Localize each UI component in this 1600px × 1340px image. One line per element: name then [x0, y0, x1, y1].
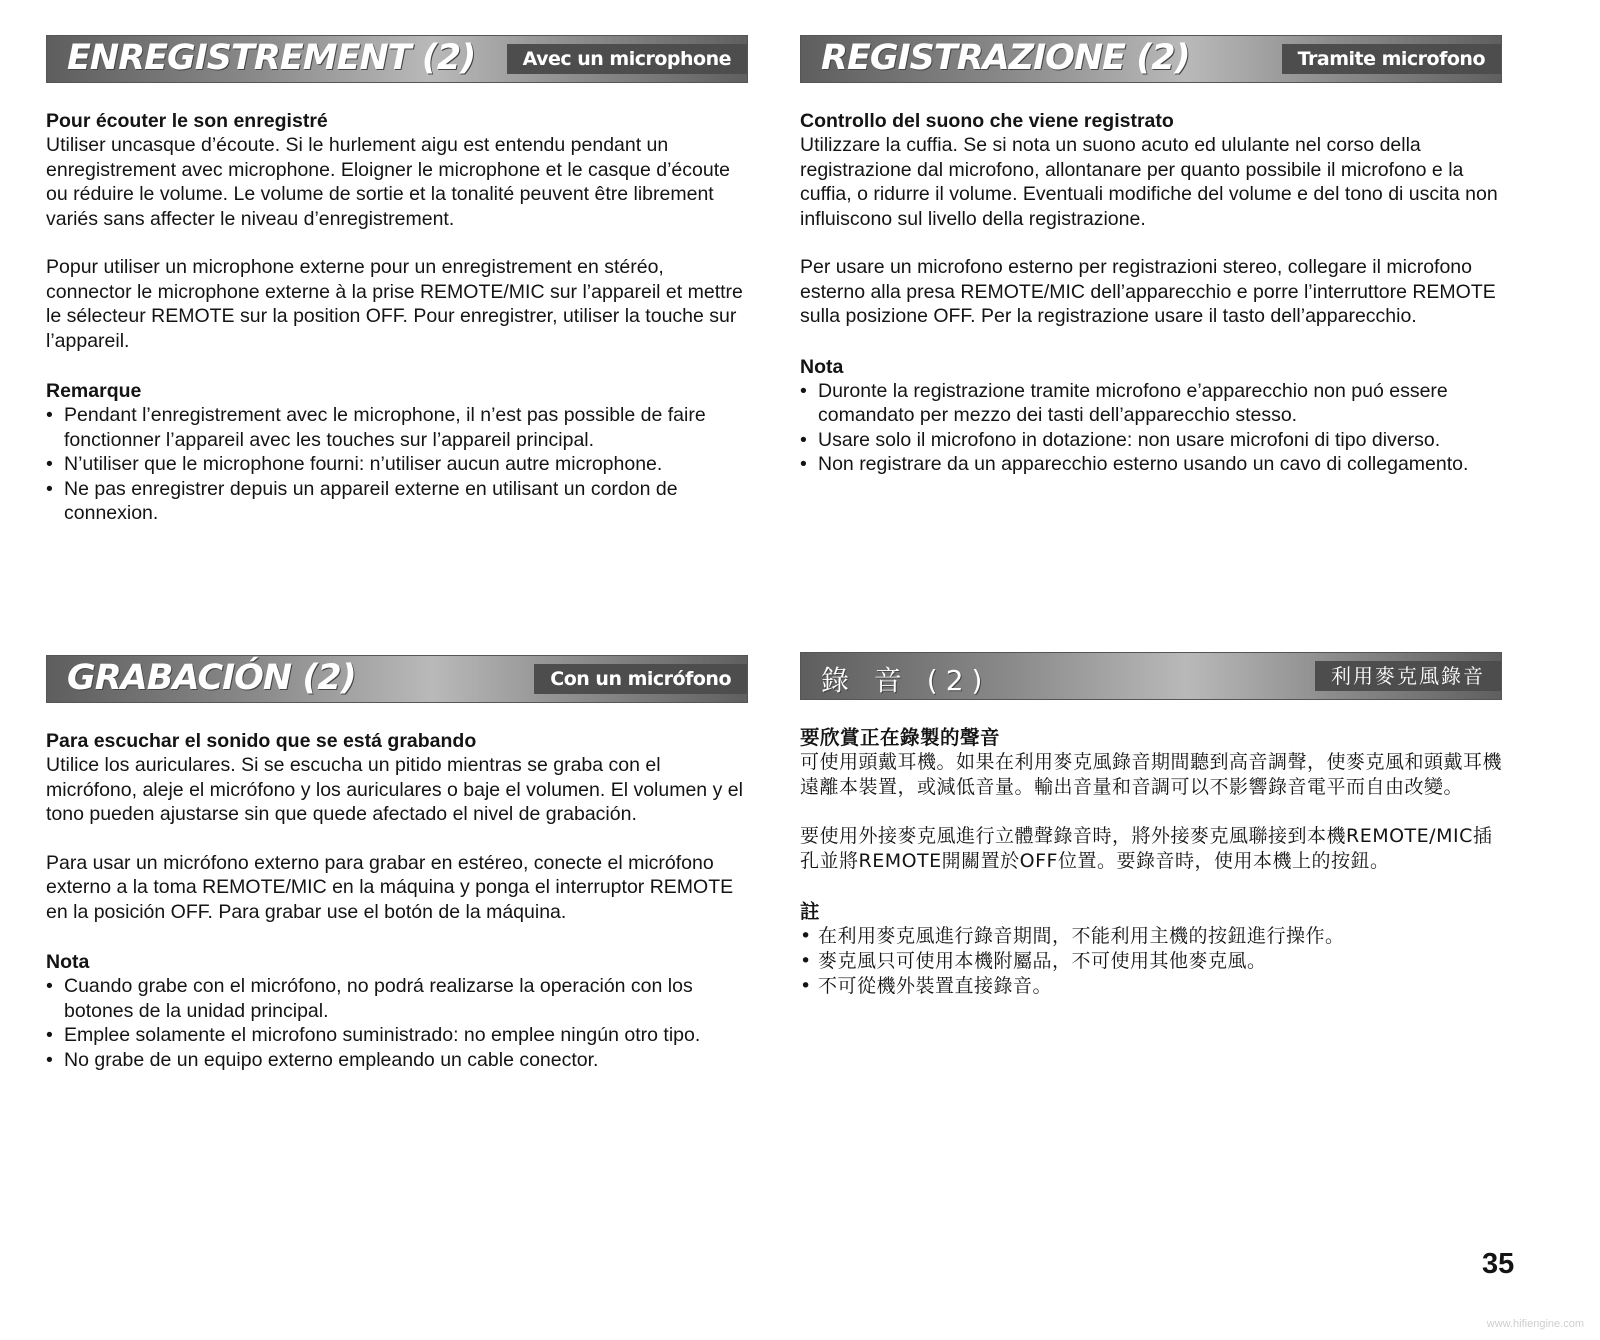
section-subtitle: 利用麥克風錄音	[1315, 661, 1501, 691]
section-heading: Para escuchar el sonido que se está grabando	[46, 730, 477, 752]
section-heading: Controllo del suono che viene registrato	[800, 110, 1174, 132]
paragraph: 可使用頭戴耳機。如果在利用麥克風錄音期間聽到高音調聲，使麥克風和頭戴耳機遠離本裝置，或減低音量。輸出音量和音調可以不影響錄音電平而自由改變。	[800, 751, 1503, 798]
page-number: 35	[1482, 1248, 1515, 1280]
note-heading: Nota	[800, 355, 844, 378]
section-banner	[800, 652, 1502, 700]
section-chinese	[800, 652, 1502, 999]
section-banner	[46, 655, 748, 703]
section-subtitle: Avec un microphone	[507, 44, 747, 74]
note-list	[800, 379, 1502, 477]
note-item: • Cuando grabe con el micrófono, no podrá realizarse la operación con los botones de la unidad principal.	[46, 974, 748, 1023]
note-item: • Emplee solamente el microfono suministrado: no emplee ningún otro tipo.	[46, 1023, 748, 1048]
section-french	[46, 35, 748, 526]
paragraph: Per usare un microfono esterno per registrazioni stereo, collegare il microfono esterno alla presa REMOTE/MIC dell’apparecchio e porre l’interruttore REMOTE sulla posizione OFF. Per la registrazione usare il tasto dell’apparecchio.	[800, 256, 1496, 327]
note-heading: Remarque	[46, 380, 142, 402]
section-subtitle: Con un micrófono	[534, 664, 747, 694]
paragraph: 要使用外接麥克風進行立體聲錄音時，將外接麥克風聯接到本機REMOTE/MIC插孔並將REMOTE開關置於OFF位置。要錄音時，使用本機上的按鈕。	[800, 825, 1493, 872]
note-item: • Pendant l’enregistrement avec le microphone, il n’est pas possible de faire fonctionner l’appareil avec les touches sur l’appareil principal.	[46, 403, 748, 452]
paragraph: Utiliser uncasque d’écoute. Si le hurlement aigu est entendu pendant un enregistrement avec microphone. Eloigner le microphone et le casque d’écoute ou réduire le volume. Le volume de sortie et la tonalité peuvent être librement variés sans affecter le niveau d’enregistrement.	[46, 134, 730, 230]
note-item: • Usare solo il microfono in dotazione: non usare microfoni di tipo diverso.	[800, 428, 1502, 453]
paragraph: Para usar un micrófono externo para grabar en estéreo, conecte el micrófono externo a la toma REMOTE/MIC en la máquina y ponga el interruptor REMOTE en la posición OFF. Para grabar use el botón de la máquina.	[46, 851, 734, 923]
note-item: • 不可從機外裝置直接錄音。	[800, 974, 1502, 999]
watermark: www.hifiengine.com	[1486, 1318, 1584, 1330]
note-item: • N’utiliser que le microphone fourni: n’utiliser aucun autre microphone.	[46, 452, 748, 477]
section-banner	[800, 35, 1502, 83]
note-list	[800, 924, 1502, 999]
note-item: • No grabe de un equipo externo empleando un cable conector.	[46, 1048, 748, 1073]
note-item: • Duronte la registrazione tramite microfono e’apparecchio non puó essere comandato per mezzo dei tasti dell’apparecchio stesso.	[800, 379, 1502, 428]
section-italian	[800, 35, 1502, 477]
section-spanish	[46, 655, 748, 1072]
note-heading: 註	[800, 900, 821, 923]
paragraph: Popur utiliser un microphone externe pour un enregistrement en stéréo, connector le microphone externe à la prise REMOTE/MIC sur l’appareil et mettre le sélecteur REMOTE sur la position OFF. Pour enregistrer, utiliser la touche sur l’appareil.	[46, 256, 743, 352]
section-heading: Pour écouter le son enregistré	[46, 110, 328, 132]
section-banner	[46, 35, 748, 83]
note-list	[46, 974, 748, 1072]
section-subtitle: Tramite microfono	[1282, 44, 1501, 74]
section-title: REGISTRAZIONE (2)	[821, 38, 1190, 78]
paragraph: Utilizzare la cuffia. Se si nota un suono acuto ed ululante nel corso della registrazione dal microfono, allontanare per quanto possibile il microfono e la cuffia, o ridurre il volume. Eventuali modifiche del volume e del tono di uscita non influiscono sul livello della registrazione.	[800, 134, 1498, 230]
section-title: GRABACIÓN (2)	[67, 658, 356, 698]
note-item: • Ne pas enregistrer depuis un appareil externe en utilisant un cordon de connexion.	[46, 477, 748, 526]
note-item: • Non registrare da un apparecchio esterno usando un cavo di collegamento.	[800, 452, 1502, 477]
note-item: • 麥克風只可使用本機附屬品，不可使用其他麥克風。	[800, 949, 1502, 974]
note-item: • 在利用麥克風進行錄音期間，不能利用主機的按鈕進行操作。	[800, 924, 1502, 949]
note-list	[46, 403, 748, 526]
section-title: 錄 音 (2)	[821, 664, 991, 697]
section-title: ENREGISTREMENT (2)	[67, 38, 476, 78]
note-heading: Nota	[46, 951, 90, 973]
section-heading: 要欣賞正在錄製的聲音	[800, 726, 1001, 749]
paragraph: Utilice los auriculares. Si se escucha un pitido mientras se graba con el micrófono, aleje el micrófono y los auriculares o baje el volumen. El volumen y el tono pueden ajustarse sin que quede afectado el nivel de grabación.	[46, 754, 743, 825]
